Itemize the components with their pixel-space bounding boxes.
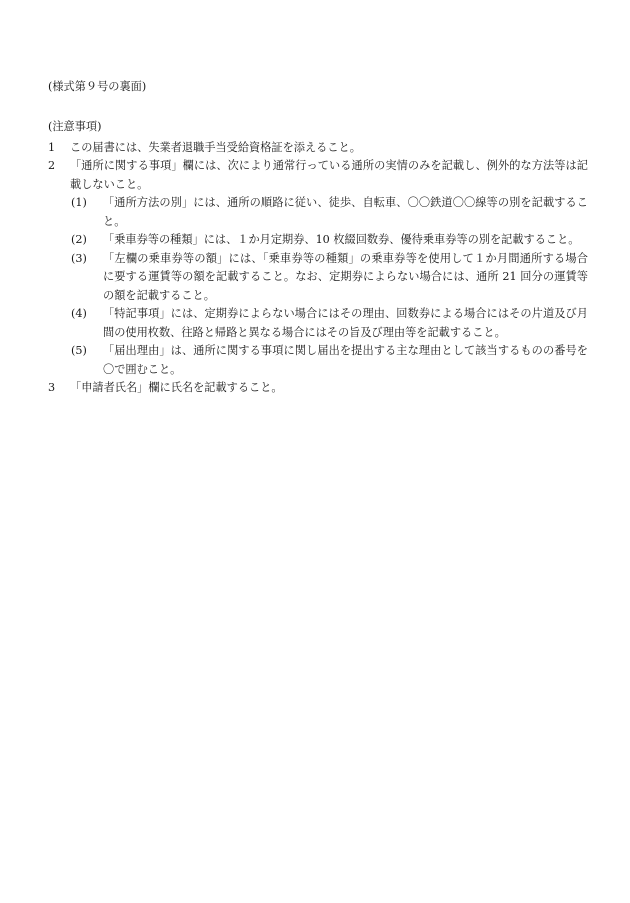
note-item-1 (48, 139, 588, 158)
note-text: この届書には、失業者退職手当受給資格証を添えること。 (70, 140, 361, 154)
note-item-3 (48, 379, 588, 398)
subitem-number: (3) (71, 251, 87, 265)
subitem-text: 「届出理由」は、通所に関する事項に関し届出を提出する主な理由として該当するものの番号を〇で囲むこと。 (103, 344, 588, 376)
form-label: (様式第９号の裏面) (48, 80, 147, 93)
subitem-text: 「特記事項」には、定期券によらない場合にはその理由、回数券による場合にはその片道及び月間の使用枚数、往路と帰路と異なる場合にはその旨及び理由等を記載すること。 (103, 307, 588, 339)
notes-title: (注意事項) (48, 120, 102, 133)
subitem-number: (2) (71, 233, 87, 246)
note-number: 2 (48, 159, 56, 172)
subitem-number: (1) (71, 196, 87, 209)
subitem-number: (4) (71, 307, 87, 320)
note-text: 「申請者氏名」欄に氏名を記載すること。 (70, 381, 283, 394)
note-subitem-3 (58, 250, 588, 306)
subitem-number: (5) (71, 344, 87, 357)
note-text: 「通所に関する事項」欄には、次により通常行っている通所の実情のみを記載し、例外的な方法等は記載しないこと。 (70, 159, 588, 191)
subitem-text: 「通所方法の別」には、通所の順路に従い、徒歩、自転車、〇〇鉄道〇〇線等の別を記載すること。 (103, 196, 588, 228)
note-subitem-5 (58, 342, 588, 379)
note-subitem-4 (58, 305, 588, 342)
note-number: 3 (48, 381, 56, 394)
subitem-text: 「左欄の乗車券等の額」には、「乗車券等の種類」の乗車券等を使用して１か月間通所する場合に要する運賃等の額を記載すること。なお、定期券によらない場合には、通所 21 回分の運賃等の額を記載すること。 (103, 251, 588, 302)
subitem-text: 「乗車券等の種類」には、１か月定期券、10 枚綴回数券、優待乗車券等の別を記載すること。 (103, 233, 580, 246)
note-number: 1 (48, 140, 56, 154)
note-item-2 (48, 157, 588, 379)
note-subitem-2 (58, 231, 588, 250)
notes-section (48, 118, 588, 398)
note-subitem-1 (58, 194, 588, 231)
